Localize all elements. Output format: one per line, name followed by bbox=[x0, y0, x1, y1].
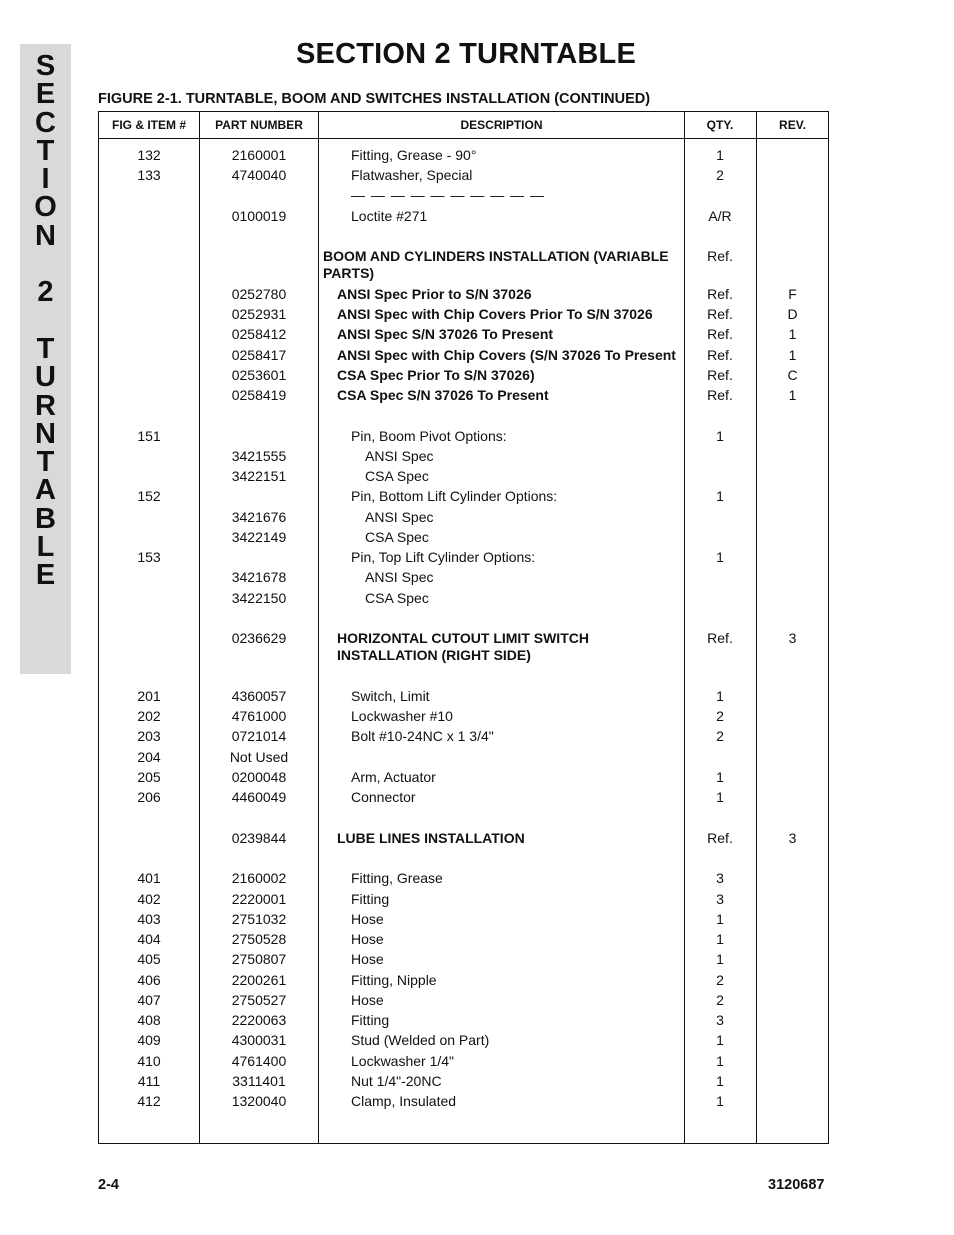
part-number-cell: 0252931 bbox=[231, 306, 287, 322]
description-cell: Flatwasher, Special bbox=[351, 167, 473, 183]
item-number-cell: 205 bbox=[137, 769, 161, 785]
quantity-cell: 1 bbox=[716, 1032, 724, 1048]
side-tab-letter: 2 bbox=[37, 276, 54, 309]
description-cell: Pin, Bottom Lift Cylinder Options: bbox=[351, 488, 558, 504]
revision-cell: 3 bbox=[788, 630, 797, 646]
item-number-cell: 409 bbox=[137, 1032, 161, 1048]
description-cell: Fitting, Grease bbox=[351, 870, 443, 886]
quantity-cell: Ref. bbox=[707, 630, 733, 646]
description-cell: CSA Spec bbox=[365, 590, 429, 606]
quantity-cell: 2 bbox=[716, 992, 724, 1008]
description-cell: ANSI Spec bbox=[365, 448, 434, 464]
quantity-cell: 1 bbox=[716, 428, 724, 444]
part-number-cell: 2750528 bbox=[231, 931, 287, 947]
column-header-part: PART NUMBER bbox=[215, 118, 303, 132]
part-number-cell: 4761000 bbox=[231, 708, 287, 724]
part-number-cell: 4360057 bbox=[231, 688, 287, 704]
quantity-cell: Ref. bbox=[707, 367, 733, 383]
part-number-cell: 3422150 bbox=[231, 590, 287, 606]
item-number-cell: 153 bbox=[137, 549, 161, 565]
quantity-cell: 1 bbox=[716, 688, 724, 704]
description-cell: Lockwasher 1/4" bbox=[351, 1053, 455, 1069]
description-cell: ANSI Spec with Chip Covers Prior To S/N 37026 bbox=[337, 306, 653, 322]
section-title: SECTION 2 TURNTABLE bbox=[296, 38, 636, 70]
part-number-cell: 3421555 bbox=[231, 448, 287, 464]
quantity-cell: 3 bbox=[716, 1012, 724, 1028]
part-number-cell: 4761400 bbox=[231, 1053, 287, 1069]
description-cell: ANSI Spec S/N 37026 To Present bbox=[337, 326, 554, 342]
description-cell: Lockwasher #10 bbox=[351, 708, 453, 724]
revision-cell: 1 bbox=[788, 326, 797, 342]
column-divider bbox=[318, 112, 319, 1143]
side-tab-letter: N bbox=[35, 219, 56, 252]
parts-table bbox=[98, 111, 829, 1144]
side-tab-letter: S bbox=[35, 50, 56, 82]
side-tab-letter: U bbox=[35, 361, 56, 394]
quantity-cell: 1 bbox=[716, 1073, 724, 1089]
part-number-cell: 3422149 bbox=[231, 529, 287, 545]
side-tab-letter: E bbox=[35, 78, 56, 111]
side-tab-letters bbox=[20, 52, 71, 590]
description-cell: Fitting bbox=[351, 1012, 390, 1028]
item-number-cell: 152 bbox=[137, 488, 161, 504]
quantity-cell: 1 bbox=[716, 1093, 724, 1109]
item-number-cell: 403 bbox=[137, 911, 161, 927]
description-cell: Hose bbox=[351, 931, 384, 947]
part-number-cell: 3422151 bbox=[231, 468, 287, 484]
side-tab-letter: E bbox=[35, 559, 56, 592]
item-number-cell: 206 bbox=[137, 789, 161, 805]
item-number-cell: 151 bbox=[137, 428, 161, 444]
description-cell: CSA Spec Prior To S/N 37026) bbox=[337, 367, 535, 383]
column-header-description: DESCRIPTION bbox=[460, 118, 543, 132]
revision-cell: 1 bbox=[788, 347, 797, 363]
part-number-cell: 2750527 bbox=[231, 992, 287, 1008]
item-number-cell: 201 bbox=[137, 688, 161, 704]
quantity-cell: Ref. bbox=[707, 326, 733, 342]
description-cell: Pin, Top Lift Cylinder Options: bbox=[351, 549, 536, 565]
description-cell: ANSI Spec bbox=[365, 569, 434, 585]
side-tab-letter bbox=[20, 307, 71, 335]
part-number-cell: 2750807 bbox=[231, 951, 287, 967]
quantity-cell: Ref. bbox=[707, 830, 733, 846]
side-tab-letter: B bbox=[35, 502, 56, 535]
description-cell: Switch, Limit bbox=[351, 688, 430, 704]
description-cell: Hose bbox=[351, 992, 384, 1008]
part-number-cell: 0258417 bbox=[231, 347, 287, 363]
quantity-cell: 1 bbox=[716, 1053, 724, 1069]
revision-cell: C bbox=[787, 367, 798, 383]
description-cell: Hose bbox=[351, 911, 384, 927]
description-cell: ANSI Spec bbox=[365, 509, 434, 525]
revision-cell: F bbox=[788, 286, 797, 302]
side-tab-letter: T bbox=[36, 134, 55, 167]
side-tab-letter: R bbox=[35, 389, 56, 422]
item-number-cell: 410 bbox=[137, 1053, 161, 1069]
quantity-cell: 1 bbox=[716, 488, 724, 504]
quantity-cell: Ref. bbox=[707, 248, 733, 264]
part-number-cell: 0258419 bbox=[231, 387, 287, 403]
part-number-cell: 4740040 bbox=[231, 167, 287, 183]
side-tab-letter: C bbox=[35, 106, 56, 139]
description-cell: CSA Spec bbox=[365, 529, 429, 545]
quantity-cell: 2 bbox=[716, 708, 724, 724]
quantity-cell: A/R bbox=[708, 208, 732, 224]
item-number-cell: 412 bbox=[137, 1093, 161, 1109]
part-number-cell: 3311401 bbox=[232, 1073, 286, 1089]
part-number-cell: 2160002 bbox=[231, 870, 287, 886]
quantity-cell: 1 bbox=[716, 951, 724, 967]
description-cell: — — — — — — — — — — bbox=[351, 187, 546, 203]
page-number: 2-4 bbox=[98, 1177, 119, 1193]
quantity-cell: 2 bbox=[716, 972, 724, 988]
part-number-cell: 0200048 bbox=[231, 769, 287, 785]
item-number-cell: 132 bbox=[137, 147, 161, 163]
part-number-cell: 2751032 bbox=[231, 911, 287, 927]
description-cell: Hose bbox=[351, 951, 384, 967]
description-cell: Fitting, Grease - 90° bbox=[351, 147, 477, 163]
document-number: 3120687 bbox=[768, 1177, 825, 1193]
quantity-cell: 2 bbox=[716, 167, 724, 183]
column-header-qty: QTY. bbox=[706, 118, 734, 132]
description-cell: Arm, Actuator bbox=[351, 769, 436, 785]
revision-cell: D bbox=[787, 306, 798, 322]
quantity-cell: 1 bbox=[716, 911, 724, 927]
side-tab-letter: T bbox=[36, 446, 55, 479]
description-cell: Pin, Boom Pivot Options: bbox=[351, 428, 507, 444]
item-number-cell: 408 bbox=[137, 1012, 161, 1028]
part-number-cell: 4460049 bbox=[231, 789, 287, 805]
part-number-cell: 2220063 bbox=[231, 1012, 287, 1028]
description-cell: Connector bbox=[351, 789, 416, 805]
item-number-cell: 406 bbox=[137, 972, 161, 988]
part-number-cell: 4300031 bbox=[231, 1032, 287, 1048]
description-cell: Bolt #10-24NC x 1 3/4" bbox=[351, 728, 494, 744]
side-tab-letter: T bbox=[36, 332, 55, 365]
part-number-cell: 0100019 bbox=[231, 208, 287, 224]
item-number-cell: 202 bbox=[137, 708, 161, 724]
quantity-cell: 1 bbox=[716, 789, 724, 805]
quantity-cell: Ref. bbox=[707, 306, 733, 322]
item-number-cell: 401 bbox=[137, 870, 161, 886]
part-number-cell: 3421676 bbox=[231, 509, 287, 525]
item-number-cell: 204 bbox=[137, 749, 161, 765]
part-number-cell: 3421678 bbox=[231, 569, 287, 585]
part-number-cell: 0253601 bbox=[231, 367, 287, 383]
part-number-cell: 1320040 bbox=[231, 1093, 287, 1109]
side-tab-letter: O bbox=[34, 191, 57, 224]
item-number-cell: 405 bbox=[137, 951, 161, 967]
item-number-cell: 407 bbox=[137, 992, 161, 1008]
part-number-cell: Not Used bbox=[229, 749, 289, 765]
part-number-cell: 0239844 bbox=[231, 830, 287, 846]
quantity-cell: 1 bbox=[716, 769, 724, 785]
quantity-cell: 3 bbox=[716, 891, 724, 907]
part-number-cell: 0236629 bbox=[231, 630, 287, 646]
side-tab-letter: A bbox=[35, 474, 56, 507]
description-cell: Nut 1/4"-20NC bbox=[351, 1073, 442, 1089]
description-cell: Fitting, Nipple bbox=[351, 972, 437, 988]
part-number-cell: 2160001 bbox=[231, 147, 287, 163]
part-number-cell: 0252780 bbox=[231, 286, 287, 302]
side-tab-letter: N bbox=[35, 417, 56, 450]
item-number-cell: 411 bbox=[137, 1073, 161, 1089]
item-number-cell: 402 bbox=[137, 891, 161, 907]
part-number-cell: 0258412 bbox=[231, 326, 287, 342]
side-tab-letter: L bbox=[36, 531, 55, 564]
item-number-cell: 203 bbox=[137, 728, 161, 744]
quantity-cell: 1 bbox=[716, 147, 724, 163]
figure-caption: FIGURE 2-1. TURNTABLE, BOOM AND SWITCHES INSTALLATION (CONTINUED) bbox=[98, 91, 651, 107]
description-cell: Loctite #271 bbox=[351, 208, 428, 224]
description-cell: CSA Spec bbox=[365, 468, 429, 484]
quantity-cell: 1 bbox=[716, 931, 724, 947]
quantity-cell: Ref. bbox=[707, 347, 733, 363]
description-cell: Fitting bbox=[351, 891, 390, 907]
column-divider bbox=[756, 112, 757, 1143]
item-number-cell: 404 bbox=[137, 931, 161, 947]
quantity-cell: 3 bbox=[716, 870, 724, 886]
description-cell: HORIZONTAL CUTOUT LIMIT SWITCH INSTALLATION (RIGHT SIDE) bbox=[337, 630, 589, 663]
part-number-cell: 2200261 bbox=[231, 972, 287, 988]
description-cell: LUBE LINES INSTALLATION bbox=[337, 830, 525, 846]
description-cell: CSA Spec S/N 37026 To Present bbox=[337, 387, 549, 403]
column-header-item: FIG & ITEM # bbox=[111, 118, 186, 132]
revision-cell: 1 bbox=[788, 387, 797, 403]
revision-cell: 3 bbox=[788, 830, 797, 846]
item-number-cell: 133 bbox=[137, 167, 161, 183]
part-number-cell: 2220001 bbox=[231, 891, 287, 907]
description-cell: ANSI Spec Prior to S/N 37026 bbox=[337, 286, 532, 302]
description-cell: BOOM AND CYLINDERS INSTALLATION (VARIABLE PARTS) bbox=[323, 248, 669, 281]
description-cell: ANSI Spec with Chip Covers (S/N 37026 To Present bbox=[337, 347, 676, 363]
quantity-cell: 1 bbox=[716, 549, 724, 565]
table-header bbox=[99, 112, 828, 139]
column-header-rev: REV. bbox=[779, 118, 806, 132]
quantity-cell: Ref. bbox=[707, 286, 733, 302]
part-number-cell: 0721014 bbox=[231, 728, 287, 744]
side-tab-letter: I bbox=[41, 163, 50, 196]
side-tab-letter bbox=[20, 250, 71, 278]
section-side-tab bbox=[20, 44, 71, 674]
description-cell: Stud (Welded on Part) bbox=[351, 1032, 490, 1048]
quantity-cell: Ref. bbox=[707, 387, 733, 403]
quantity-cell: 2 bbox=[716, 728, 724, 744]
description-cell: Clamp, Insulated bbox=[351, 1093, 457, 1109]
